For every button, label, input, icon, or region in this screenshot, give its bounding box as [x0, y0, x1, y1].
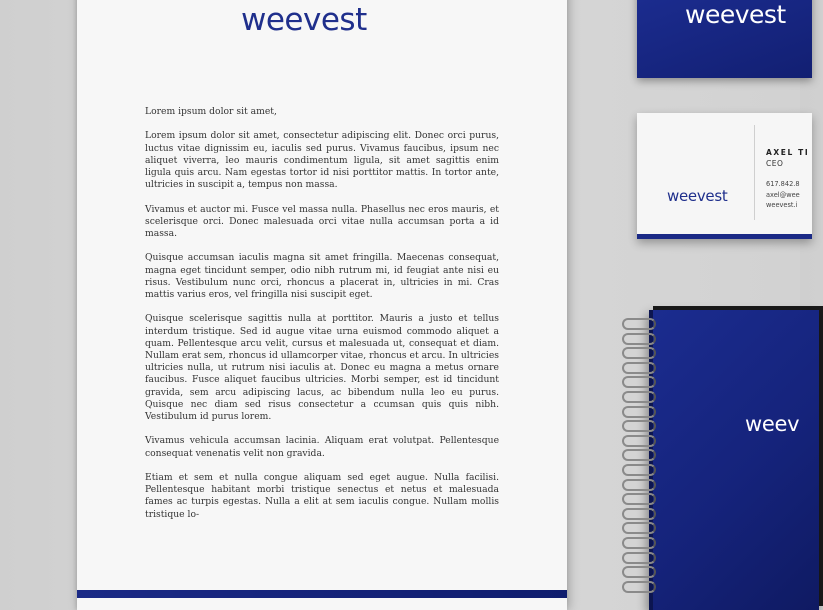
card-title: CEO [766, 159, 784, 168]
spiral-ring [622, 391, 656, 403]
card-back-logo: weevest [685, 0, 786, 29]
card-divider [754, 125, 755, 220]
card-front-bar [637, 234, 812, 239]
letter-paragraph: Quisque accumsan iaculis magna sit amet fringilla. Maecenas consequat, magna eget tincidunt semper, odio nibh rutrum mi, id feugiat ante nisi eu risus. Vestibulum nunc orci, rhoncus a placerat in, ultricies in mi. Cras mattis varius eros, vel fringilla nisi suscipit eget. [145, 252, 499, 300]
spiral-ring [622, 318, 656, 330]
spiral-ring [622, 376, 656, 388]
spiral-ring [622, 508, 656, 520]
card-front-logo: weevest [667, 187, 728, 205]
letterhead-sheet [77, 0, 567, 610]
spiral-ring [622, 566, 656, 578]
letter-greeting: Lorem ipsum dolor sit amet, [145, 106, 277, 117]
spiral-ring [622, 449, 656, 461]
card-contact [766, 179, 800, 211]
notebook-spiral [622, 318, 662, 608]
spiral-ring [622, 522, 656, 534]
spiral-ring [622, 581, 656, 593]
letter-paragraph: Lorem ipsum dolor sit amet, consectetur adipiscing elit. Donec orci purus, luctus vitae dignissim eu, iaculis sed purus. Vivamus faucibus, ipsum nec aliquet viverra, leo mauris condimentum ligula, sit amet sagittis enim ligula quis arcu. Nam egestas tortor id nisi porttitor mattis. In tortor ante, ultricies in suscipit a, tempus non massa. [145, 130, 499, 191]
card-email: axel@wee [766, 190, 800, 199]
business-card-front [637, 113, 812, 239]
spiral-ring [622, 537, 656, 549]
letter-paragraph: Quisque scelerisque sagittis nulla at porttitor. Mauris a justo et tellus interdum tristique. Sed id augue vitae urna euismod commodo aliquet a quam. Pellentesque arcu velit, cursus et malesuada ut, consequat et diam. Nullam erat sem, rhoncus id ullamcorper vitae, rhoncus et arcu. In ultricies ultricies nulla, ut rutrum nisi iaculis at. Donec eu magna a metus ornare faucibus. Fusce aliquet faucibus ultricies. Morbi semper, est id tincidunt gravida, sem arcu adipiscing lacus, ac bibendum nulla leo eu purus. Quisque nec diam sed risus consectetur a ccumsan quis quis nibh. Vestibulum id purus lorem. [145, 313, 499, 423]
spiral-ring [622, 333, 656, 345]
card-name: AXEL TI [766, 148, 810, 157]
spiral-ring [622, 406, 656, 418]
spiral-ring [622, 362, 656, 374]
letter-paragraph: Vivamus vehicula accumsan lacinia. Aliquam erat volutpat. Pellentesque consequat venenatis velit non gravida. [145, 435, 499, 459]
letterhead-footer-bar [77, 590, 567, 598]
business-card-back [637, 0, 812, 78]
spiral-ring [622, 420, 656, 432]
letter-paragraph: Vivamus et auctor mi. Fusce vel massa nulla. Phasellus nec eros mauris, et scelerisque orci. Donec malesuada orci vitae nulla accumsan porta a id massa. [145, 203, 499, 239]
notebook-logo: weev [745, 412, 800, 436]
letter-body [145, 106, 499, 533]
spiral-ring [622, 435, 656, 447]
spiral-ring [622, 552, 656, 564]
spiral-ring [622, 479, 656, 491]
spiral-ring [622, 347, 656, 359]
notebook-cover [649, 310, 819, 610]
letter-paragraph: Etiam et sem et nulla congue aliquam sed eget augue. Nulla facilisi. Pellentesque habitant morbi tristique senectus et netus et malesuada fames ac turpis egestas. Nulla a elit at sem iaculis congue. Nullam mollis tristique lo- [145, 472, 499, 520]
spiral-ring [622, 464, 656, 476]
spiral-ring [622, 493, 656, 505]
card-phone: 617.842.8 [766, 180, 800, 188]
letterhead-logo: weevest [241, 2, 367, 38]
card-website: weevest.i [766, 201, 798, 209]
